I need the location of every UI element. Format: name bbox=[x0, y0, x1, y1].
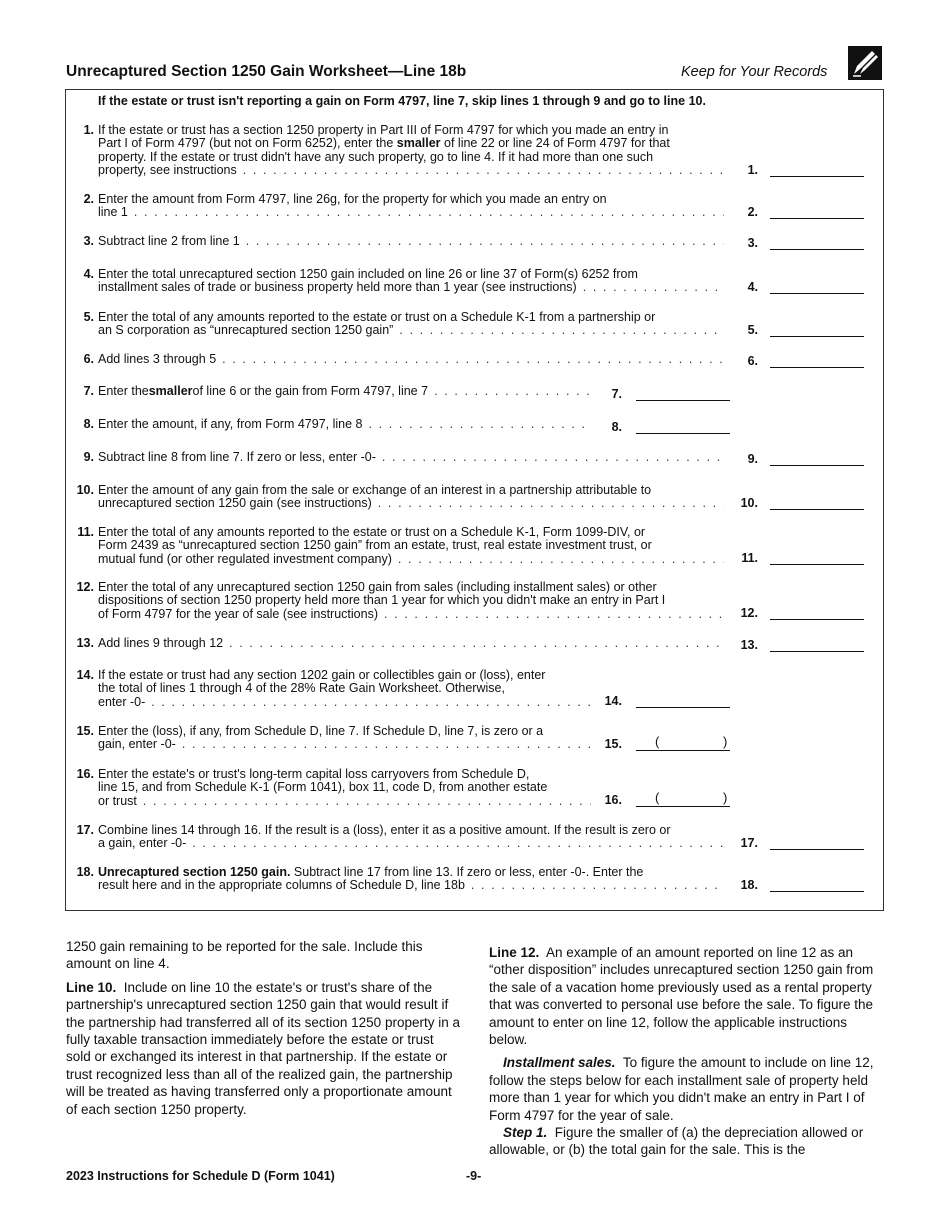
line-number: 1. bbox=[83, 123, 94, 137]
line-text: Subtract line 2 from line 1 bbox=[98, 234, 240, 248]
line-5-entry[interactable] bbox=[770, 324, 864, 337]
line-label: 4. bbox=[747, 280, 758, 294]
line-1-entry[interactable] bbox=[770, 164, 864, 177]
line-13-entry[interactable] bbox=[770, 639, 864, 652]
line-7-entry[interactable] bbox=[636, 388, 730, 401]
line-text: of Form 4797 for the year of sale (see instructions) bbox=[98, 606, 378, 621]
line-text: of line 22 or line 24 of Form 4797 for that bbox=[440, 136, 670, 151]
line-text: Add lines 3 through 5 bbox=[98, 352, 217, 366]
line-text-bold: Unrecaptured section 1250 gain. bbox=[98, 865, 291, 879]
line-label: 3. bbox=[747, 236, 758, 250]
keep-records-pen-icon bbox=[848, 46, 882, 80]
keep-for-records-label: Keep for Your Records bbox=[681, 64, 828, 80]
line-number: 12. bbox=[76, 580, 94, 594]
line-14-entry[interactable] bbox=[636, 695, 730, 708]
paragraph-text: An example of an amount reported on line 12 as an “other disposition” includes unrecaptured section 1250 gain from the sale of a vacation home previously used as a rental property that was converted to personal use before the sale. To figure the amount to enter on line 12, follow the applicable instructions below. bbox=[489, 945, 874, 1048]
line-text: Combine lines 14 through 16. If the result is a (loss), enter it as a positive amount. If the result is zero or bbox=[98, 823, 671, 837]
line-2-entry[interactable] bbox=[770, 206, 864, 219]
line-text: result here and in the appropriate columns of Schedule D, line 18b bbox=[98, 878, 465, 893]
paragraph bbox=[489, 1054, 884, 1124]
worksheet-intro: If the estate or trust isn't reporting a gain on Form 4797, line 7, skip lines 1 through 9 and go to line 10. bbox=[98, 94, 706, 108]
line-text: Enter the estate's or trust's long-term capital loss carryovers from Schedule D, bbox=[98, 767, 530, 781]
line-text: Enter the total of any unrecaptured section 1250 gain from sales (including installment sales) or other bbox=[98, 580, 657, 594]
paragraph-heading: Line 12. bbox=[489, 945, 540, 960]
line-text: property. If the estate or trust didn't have any such property, go to line 4. If it had more than one such bbox=[98, 149, 654, 164]
line-4-entry[interactable] bbox=[770, 281, 864, 294]
line-text: line 15, and from Schedule K-1 (Form 1041), box 11, code D, from another estate bbox=[98, 780, 548, 795]
right-column bbox=[489, 944, 884, 1159]
line-18-entry[interactable] bbox=[770, 879, 864, 892]
line-text: of line 6 or the gain from Form 4797, line 7 bbox=[192, 384, 429, 398]
line-text: line 1 bbox=[98, 205, 128, 220]
line-label: 15. bbox=[604, 737, 622, 751]
line-number: 9. bbox=[83, 450, 94, 464]
line-text: If the estate or trust had any section 1202 gain or collectibles gain or (loss), enter bbox=[98, 668, 546, 682]
line-label: 5. bbox=[747, 323, 758, 337]
open-paren: ( bbox=[655, 790, 660, 805]
line-label: 14. bbox=[604, 694, 622, 708]
line-number: 4. bbox=[83, 267, 94, 281]
line-12-entry[interactable] bbox=[770, 607, 864, 620]
line-text: Enter the amount from Form 4797, line 26g, for the property for which you made an entry on bbox=[98, 192, 607, 206]
line-label: 6. bbox=[747, 354, 758, 368]
line-label: 1. bbox=[747, 163, 758, 177]
line-text: Form 2439 as “unrecaptured section 1250 gain” from an estate, trust, real estate investment trust, or bbox=[98, 538, 652, 553]
line-number: 7. bbox=[83, 384, 94, 398]
line-number: 15. bbox=[76, 724, 94, 738]
line-number: 11. bbox=[77, 525, 94, 539]
line-label: 12. bbox=[740, 606, 758, 620]
line-text: Enter the (loss), if any, from Schedule D, line 7. If Schedule D, line 7, is zero or a bbox=[98, 724, 544, 738]
paragraph bbox=[489, 944, 884, 1048]
line-text: Enter the amount, if any, from Form 4797, line 8 bbox=[98, 417, 363, 431]
line-text: the total of lines 1 through 4 of the 28% Rate Gain Worksheet. Otherwise, bbox=[98, 681, 505, 696]
line-text: Enter the amount of any gain from the sale or exchange of an interest in a partnership attributable to bbox=[98, 483, 652, 497]
line-text: dispositions of section 1250 property held more than 1 year for which you didn't make an entry in Part I bbox=[98, 593, 666, 608]
page-number: -9- bbox=[466, 1169, 482, 1183]
line-label: 8. bbox=[611, 420, 622, 434]
line-8-entry[interactable] bbox=[636, 421, 730, 434]
line-text: a gain, enter -0- bbox=[98, 836, 187, 851]
line-text: Part I of Form 4797 (but not on Form 6252), enter the bbox=[98, 136, 397, 151]
line-text: Enter the bbox=[98, 384, 149, 398]
line-text: property, see instructions bbox=[98, 163, 237, 178]
paragraph-text: Include on line 10 the estate's or trust's share of the partnership's unrecaptured section 1250 gain that would result if the partnership had transferred all of its section 1250 property in a fully taxable transaction immediately before the estate or trust sold or exchanged its interest in that partnership. If the estate or trust recognized less than all of the realized gain, the partnership will be treated as having transferred only a proportionate amount of each section 1250 property. bbox=[66, 979, 460, 1117]
line-number: 3. bbox=[83, 234, 94, 248]
paragraph bbox=[489, 1124, 884, 1159]
paragraph-text: To figure the amount to include on line 12, follow the steps below for each installment sale of property held more than 1 year for which you didn't make an entry in Part I of Form 4797 for the year of sale. bbox=[489, 1055, 874, 1123]
worksheet-title: Unrecaptured Section 1250 Gain Worksheet—Line 18b bbox=[66, 63, 467, 80]
line-number: 2. bbox=[83, 192, 94, 206]
line-text: mutual fund (or other regulated investment company) bbox=[98, 551, 392, 566]
line-number: 8. bbox=[83, 417, 94, 431]
paragraph bbox=[66, 979, 461, 1118]
line-number: 6. bbox=[83, 352, 94, 366]
line-text: gain, enter -0- bbox=[98, 737, 176, 752]
footer-title: 2023 Instructions for Schedule D (Form 1041) bbox=[66, 1169, 335, 1183]
line-label: 10. bbox=[740, 496, 758, 510]
line-text: or trust bbox=[98, 793, 137, 808]
line-label: 11. bbox=[741, 551, 758, 565]
line-text: unrecaptured section 1250 gain (see instructions) bbox=[98, 496, 372, 511]
line-11-entry[interactable] bbox=[770, 552, 864, 565]
line-number: 16. bbox=[76, 767, 94, 781]
paragraph-text: Figure the smaller of (a) the depreciation allowed or allowable, or (b) the total gain for the sale. This is the bbox=[489, 1125, 864, 1158]
line-number: 14. bbox=[76, 668, 94, 682]
line-text-bold: smaller bbox=[148, 384, 193, 398]
line-number: 10. bbox=[76, 483, 94, 497]
close-paren: ) bbox=[723, 734, 728, 749]
line-text: If the estate or trust has a section 1250 property in Part III of Form 4797 for which you made an entry in bbox=[98, 123, 669, 137]
line-label: 9. bbox=[747, 452, 758, 466]
line-10-entry[interactable] bbox=[770, 497, 864, 510]
line-label: 7. bbox=[611, 387, 622, 401]
paragraph-heading: Installment sales. bbox=[503, 1055, 616, 1071]
line-text-bold: smaller bbox=[396, 136, 441, 151]
line-text: Subtract line 17 from line 13. If zero or less, enter -0-. Enter the bbox=[290, 865, 644, 879]
line-text: Enter the total of any amounts reported to the estate or trust on a Schedule K-1 from a partnership or bbox=[98, 310, 656, 324]
line-number: 18. bbox=[76, 865, 94, 879]
left-column bbox=[66, 938, 461, 1124]
line-label: 2. bbox=[747, 205, 758, 219]
line-label: 17. bbox=[740, 836, 758, 850]
line-17-entry[interactable] bbox=[770, 837, 864, 850]
line-16-entry[interactable] bbox=[636, 794, 730, 807]
line-number: 13. bbox=[76, 636, 94, 650]
line-6-entry[interactable] bbox=[770, 355, 864, 368]
paragraph-heading: Line 10. bbox=[66, 979, 117, 995]
line-text: Subtract line 8 from line 7. If zero or less, enter -0- bbox=[98, 450, 376, 464]
open-paren: ( bbox=[655, 734, 660, 749]
line-text: an S corporation as “unrecaptured section 1250 gain” bbox=[98, 323, 394, 338]
line-number: 17. bbox=[76, 823, 94, 837]
line-9-entry[interactable] bbox=[770, 453, 864, 466]
line-3-entry[interactable] bbox=[770, 237, 864, 250]
line-label: 16. bbox=[604, 793, 622, 807]
line-number: 5. bbox=[83, 310, 94, 324]
paragraph: 1250 gain remaining to be reported for the sale. Include this amount on line 4. bbox=[66, 939, 423, 972]
line-text: enter -0- bbox=[98, 694, 146, 709]
line-text: Enter the total unrecaptured section 1250 gain included on line 26 or line 37 of Form(s) 6252 from bbox=[98, 267, 638, 281]
paragraph-heading: Step 1. bbox=[503, 1125, 548, 1141]
line-15-entry[interactable] bbox=[636, 738, 730, 751]
line-text: Enter the total of any amounts reported to the estate or trust on a Schedule K-1, Form 1099-DIV, or bbox=[98, 525, 646, 539]
line-label: 13. bbox=[740, 638, 758, 652]
line-label: 18. bbox=[740, 878, 758, 892]
line-text: Add lines 9 through 12 bbox=[98, 636, 224, 650]
line-text: installment sales of trade or business property held more than 1 year (see instructions) bbox=[98, 280, 577, 295]
close-paren: ) bbox=[723, 790, 728, 805]
